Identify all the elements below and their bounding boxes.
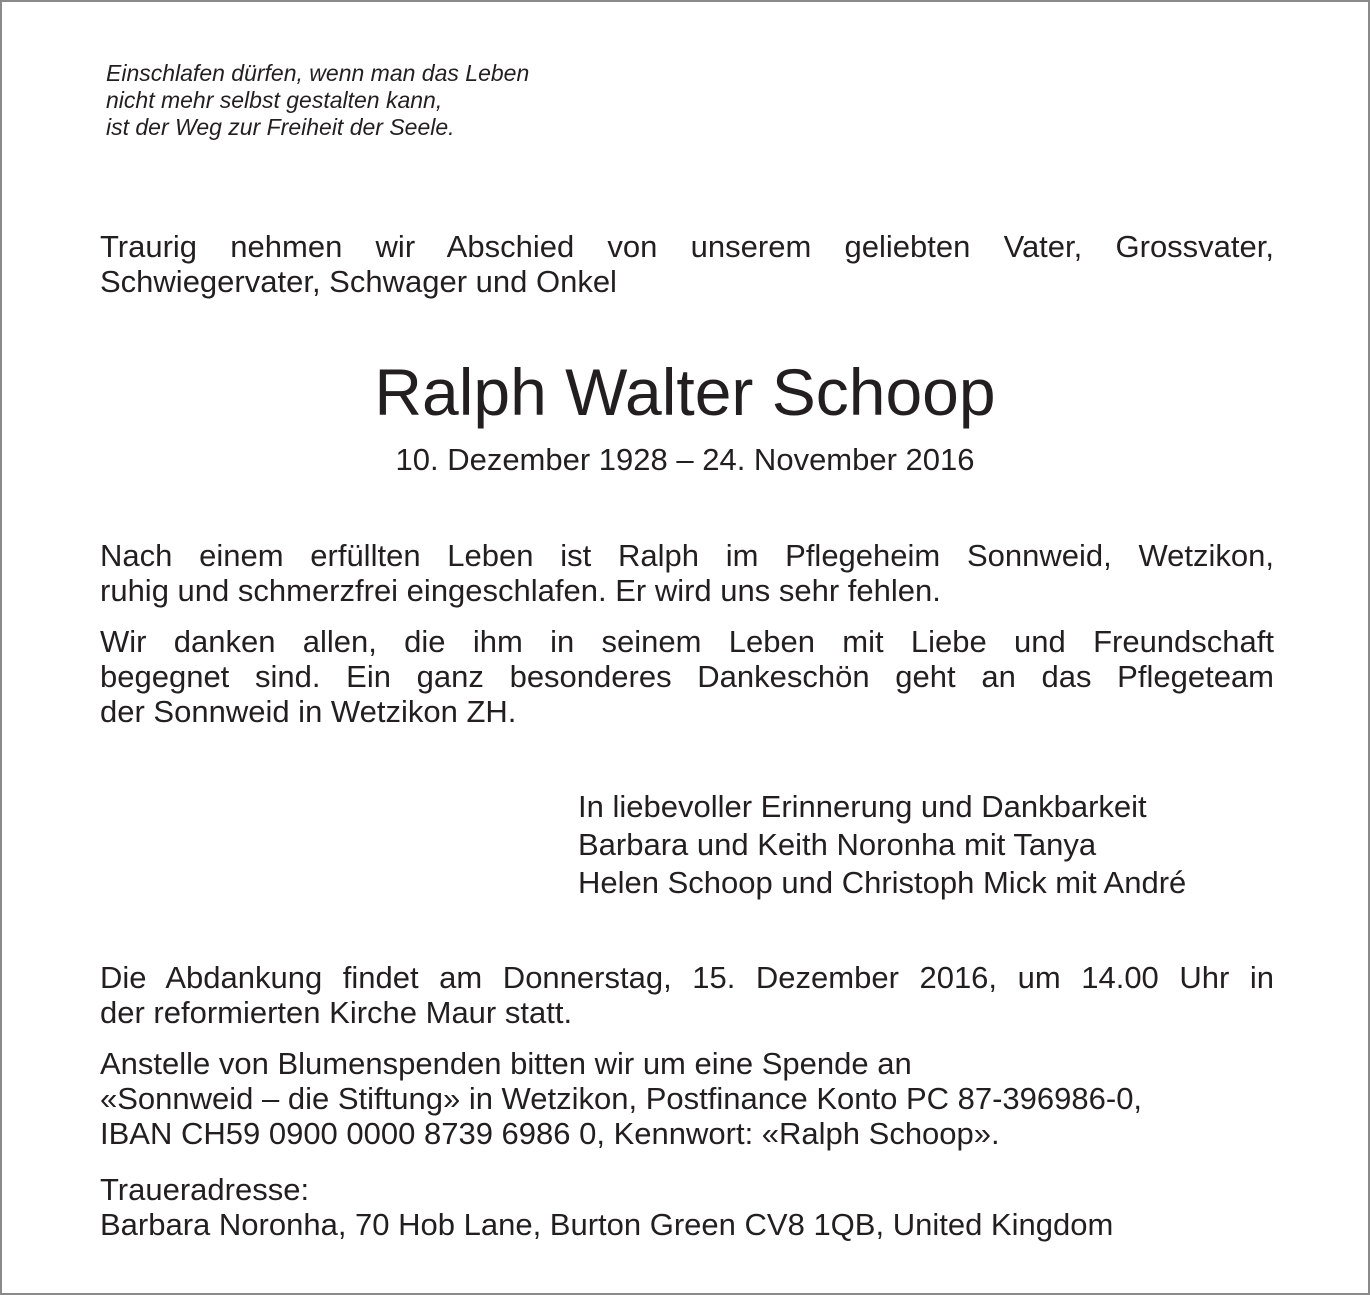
ceremony-paragraph [100, 960, 1274, 1030]
mourner-names: Barbara und Keith Noronha mit Tanya [578, 827, 1097, 862]
paragraph-line: Wir danken allen, die ihm in seinem Leben mit Liebe und Freundschaft [100, 624, 1274, 659]
donation-line: «Sonnweid – die Stiftung» in Wetzikon, Postfinance Konto PC 87-396986-0, [100, 1081, 1143, 1116]
paragraph-line: der Sonnweid in Wetzikon ZH. [100, 694, 517, 729]
donation-line: IBAN CH59 0900 0000 8739 6986 0, Kennwort: «Ralph Schoop». [100, 1116, 1000, 1151]
mourning-address [100, 1172, 1274, 1242]
address-label: Traueradresse: [100, 1172, 310, 1207]
donation-line: Anstelle von Blumenspenden bitten wir um eine Spende an [100, 1046, 912, 1081]
ceremony-line: der reformierten Kirche Maur statt. [100, 995, 573, 1030]
paragraph-line: Nach einem erfüllten Leben ist Ralph im Pflegeheim Sonnweid, Wetzikon, [100, 538, 1274, 573]
ceremony-line: Die Abdankung findet am Donnerstag, 15. Dezember 2016, um 14.00 Uhr in [100, 960, 1274, 995]
deceased-name: Ralph Walter Schoop [374, 355, 996, 429]
intro-line: Schwiegervater, Schwager und Onkel [100, 264, 617, 299]
paragraph-thanks [100, 624, 1274, 729]
life-dates: 10. Dezember 1928 – 24. November 2016 [395, 442, 975, 477]
signature-intro: In liebevoller Erinnerung und Dankbarkeit [578, 789, 1147, 824]
mourner-names: Helen Schoop und Christoph Mick mit André [578, 865, 1187, 900]
signature-block [578, 788, 1186, 902]
paragraph-line: begegnet sind. Ein ganz besonderes Dankeschön geht an das Pflegeteam [100, 659, 1274, 694]
motto-line: nicht mehr selbst gestalten kann, [106, 87, 443, 113]
paragraph-line: ruhig und schmerzfrei eingeschlafen. Er wird uns sehr fehlen. [100, 573, 941, 608]
motto-line: Einschlafen dürfen, wenn man das Leben [106, 60, 530, 86]
donation-paragraph [100, 1046, 1274, 1151]
address-value: Barbara Noronha, 70 Hob Lane, Burton Green CV8 1QB, United Kingdom [100, 1207, 1114, 1242]
intro-line: Traurig nehmen wir Abschied von unserem geliebten Vater, Grossvater, [100, 229, 1274, 264]
paragraph-passing [100, 538, 1274, 608]
motto-line: ist der Weg zur Freiheit der Seele. [106, 114, 455, 140]
intro-paragraph [100, 229, 1274, 299]
motto-quote [106, 60, 529, 141]
